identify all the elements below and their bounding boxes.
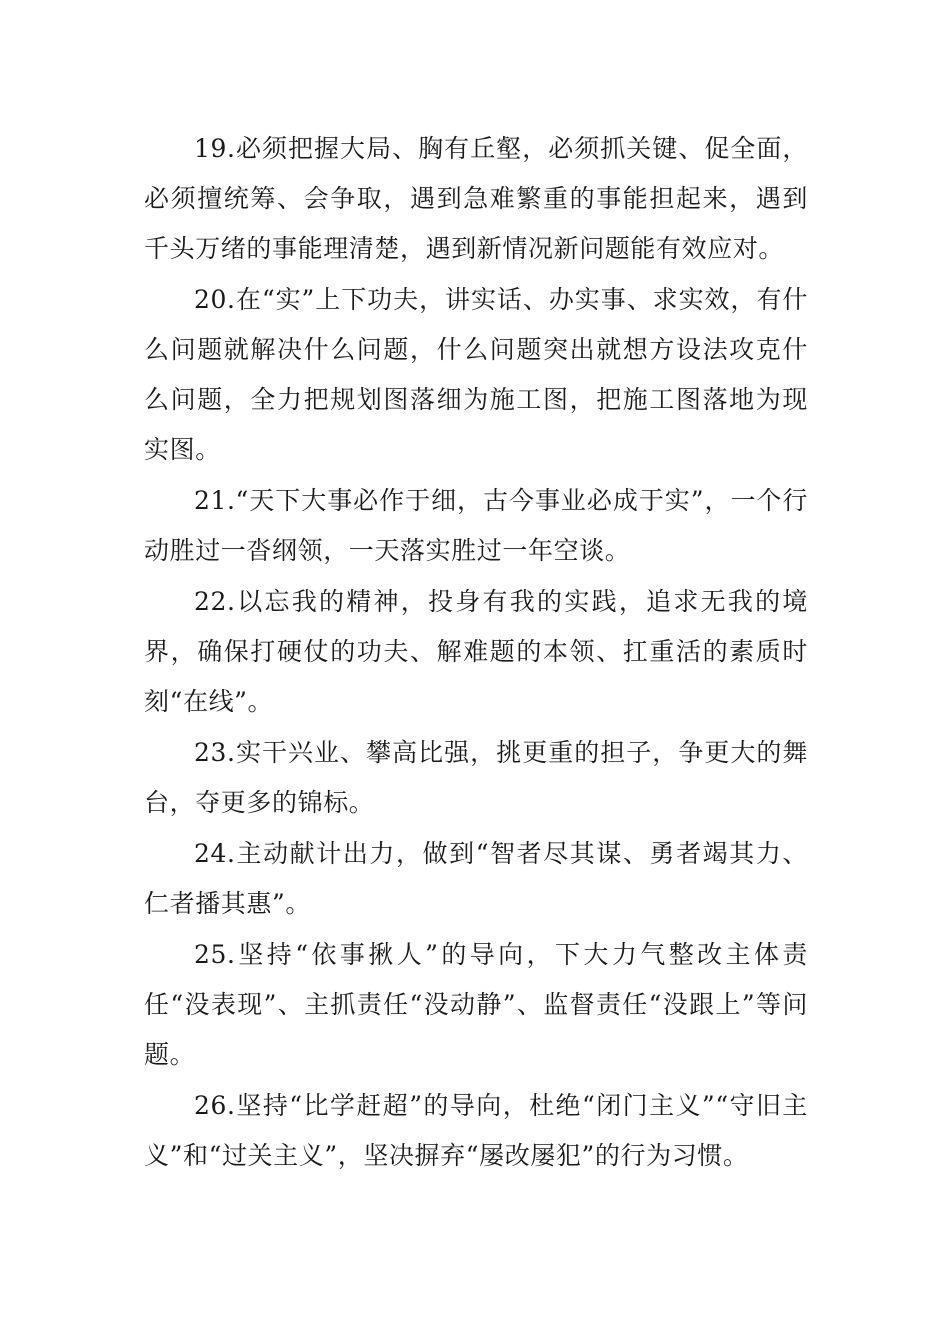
document-body bbox=[144, 124, 808, 1182]
paragraph-23: 23.实干兴业、攀高比强，挑更重的担子，争更大的舞台，夺更多的锦标。 bbox=[144, 738, 808, 817]
paragraph-25: 25.坚持“依事揪人”的导向，下大力气整改主体责任“没表现”、主抓责任“没动静”、监督责任“没跟上”等问题。 bbox=[144, 940, 808, 1069]
paragraph-26: 26.坚持“比学赶超”的导向，杜绝“闭门主义”“守旧主义”和“过关主义”，坚决摒弃“屡改屡犯”的行为习惯。 bbox=[144, 1091, 808, 1170]
paragraph-20: 20.在“实”上下功夫，讲实话、办实事、求实效，有什么问题就解决什么问题，什么问题突出就想方设法攻克什么问题，全力把规划图落细为施工图，把施工图落地为现实图。 bbox=[144, 285, 808, 464]
paragraph-22: 22.以忘我的精神，投身有我的实践，追求无我的境界，确保打硬仗的功夫、解难题的本领、扛重活的素质时刻“在线”。 bbox=[144, 587, 808, 716]
paragraph-21: 21.“天下大事必作于细，古今事业必成于实”，一个行动胜过一沓纲领，一天落实胜过一年空谈。 bbox=[144, 486, 808, 565]
paragraph-24: 24.主动献计出力，做到“智者尽其谋、勇者竭其力、仁者播其惠”。 bbox=[144, 839, 808, 918]
paragraph-19: 19.必须把握大局、胸有丘壑，必须抓关键、促全面，必须擅统筹、会争取，遇到急难繁重的事能担起来，遇到千头万绪的事能理清楚，遇到新情况新问题能有效应对。 bbox=[144, 134, 808, 263]
